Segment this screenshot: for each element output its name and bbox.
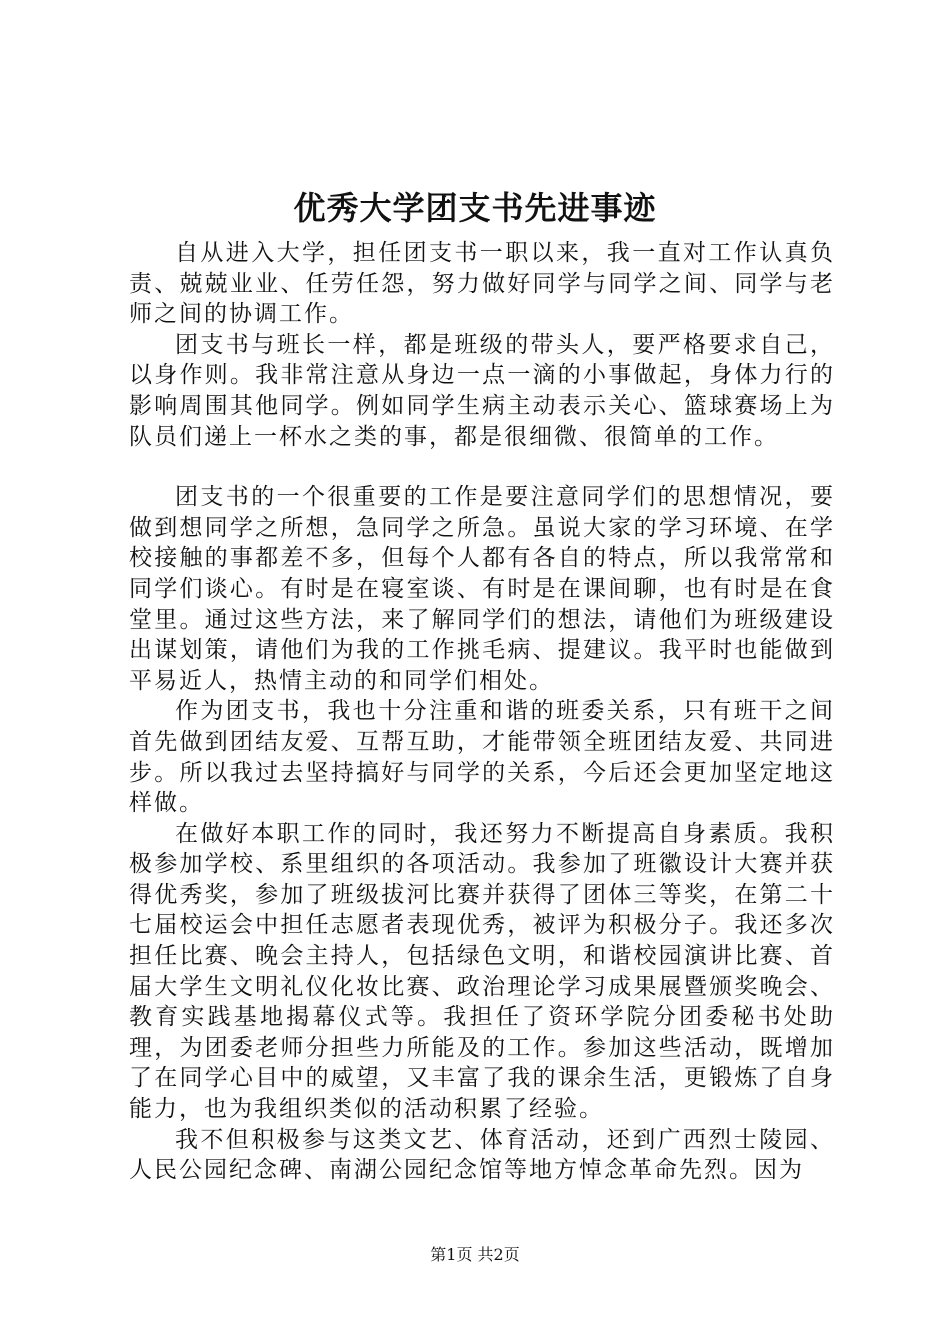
paragraph-4: 作为团支书，我也十分注重和谐的班委关系，只有班干之间首先做到团结友爱、互帮互助，才能带领全班团结友爱、共同进步。所以我过去坚持搞好与同学的关系，今后还会更加坚定地这样做。 (129, 698, 835, 817)
paragraph-3: 团支书的一个很重要的工作是要注意同学们的思想情况，要做到想同学之所想，急同学之所急。虽说大家的学习环境、在学校接触的事都差不多，但每个人都有各自的特点，所以我常常和同学们谈心。有时是在寝室谈、有时是在课间聊，也有时是在食堂里。通过这些方法，来了解同学们的想法，请他们为班级建设出谋划策，请他们为我的工作挑毛病、提建议。我平时也能做到平易近人，热情主动的和同学们相处。 (129, 484, 835, 694)
paragraph-6: 我不但积极参与这类文艺、体育活动，还到广西烈士陵园、人民公园纪念碑、南湖公园纪念馆等地方悼念革命先烈。因为 (129, 1126, 835, 1184)
paragraph-1: 自从进入大学，担任团支书一职以来，我一直对工作认真负责、兢兢业业、任劳任怨，努力做好同学与同学之间、同学与老师之间的协调工作。 (129, 240, 835, 328)
document-title: 优秀大学团支书先进事迹 (293, 189, 657, 227)
document-body (129, 238, 835, 1186)
paragraph-5: 在做好本职工作的同时，我还努力不断提高自身素质。我积极参加学校、系里组织的各项活动。我参加了班徽设计大赛并获得优秀奖，参加了班级拔河比赛并获得了团体三等奖，在第二十七届校运会中担任志愿者表现优秀，被评为积极分子。我还多次担任比赛、晚会主持人，包括绿色文明，和谐校园演讲比赛、首届大学生文明礼仪化妆比赛、政治理论学习成果展暨颁奖晚会、教育实践基地揭幕仪式等。我担任了资环学院分团委秘书处助理，为团委老师分担些力所能及的工作。参加这些活动，既增加了在同学心目中的威望，又丰富了我的课余生活，更锻炼了自身能力，也为我组织类似的活动积累了经验。 (129, 820, 835, 1123)
paragraph-2: 团支书与班长一样，都是班级的带头人，要严格要求自己，以身作则。我非常注意从身边一点一滴的小事做起，身体力行的影响周围其他同学。例如同学生病主动表示关心、篮球赛场上为队员们递上一杯水之类的事，都是很细微、很简单的工作。 (129, 331, 835, 450)
page-number-footer: 第1页 共2页 (430, 1245, 520, 1264)
paragraph-spacer (129, 452, 835, 482)
